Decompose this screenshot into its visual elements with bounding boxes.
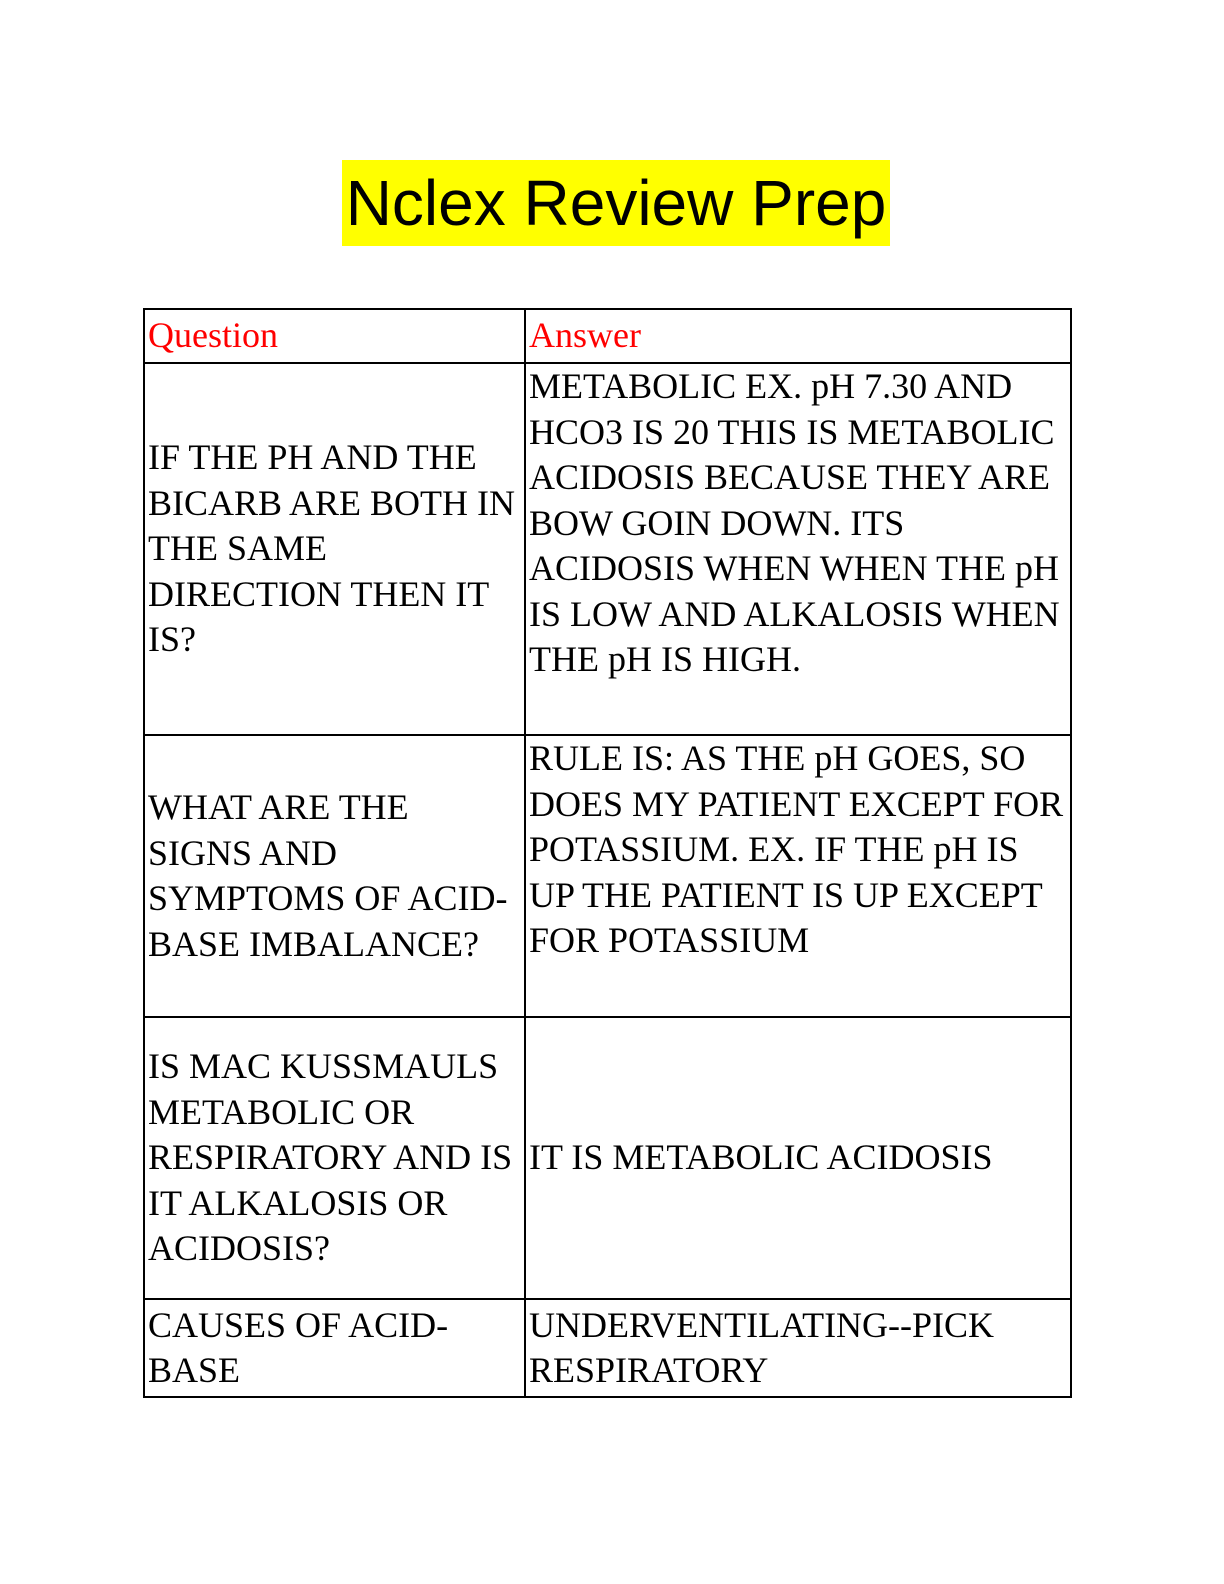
table-row — [144, 1017, 1071, 1299]
table-row — [144, 363, 1071, 735]
table-header-row — [144, 309, 1071, 363]
question-cell: CAUSES OF ACID-BASE — [144, 1299, 525, 1397]
table-row — [144, 1299, 1071, 1397]
answer-cell: UNDERVENTILATING--PICK RESPIRATORY — [525, 1299, 1071, 1397]
qa-table — [143, 308, 1072, 1398]
answer-cell: METABOLIC EX. pH 7.30 AND HCO3 IS 20 THIS IS METABOLIC ACIDOSIS BECAUSE THEY ARE BOW GOIN DOWN. ITS ACIDOSIS WHEN WHEN THE pH IS LOW AND ALKALOSIS WHEN THE pH IS HIGH. — [525, 363, 1071, 735]
table-row — [144, 735, 1071, 1017]
answer-cell: IT IS METABOLIC ACIDOSIS — [525, 1017, 1071, 1299]
answer-cell: RULE IS: AS THE pH GOES, SO DOES MY PATIENT EXCEPT FOR POTASSIUM. EX. IF THE pH IS UP THE PATIENT IS UP EXCEPT FOR POTASSIUM — [525, 735, 1071, 1017]
answer-header: Answer — [525, 309, 1071, 363]
question-cell: IS MAC KUSSMAULS METABOLIC OR RESPIRATORY AND IS IT ALKALOSIS OR ACIDOSIS? — [144, 1017, 525, 1299]
question-header: Question — [144, 309, 525, 363]
question-cell: IF THE PH AND THE BICARB ARE BOTH IN THE SAME DIRECTION THEN IT IS? — [144, 363, 525, 735]
question-cell: WHAT ARE THE SIGNS AND SYMPTOMS OF ACID-BASE IMBALANCE? — [144, 735, 525, 1017]
title-wrapper — [0, 160, 1224, 246]
page-title: Nclex Review Prep — [342, 160, 891, 246]
